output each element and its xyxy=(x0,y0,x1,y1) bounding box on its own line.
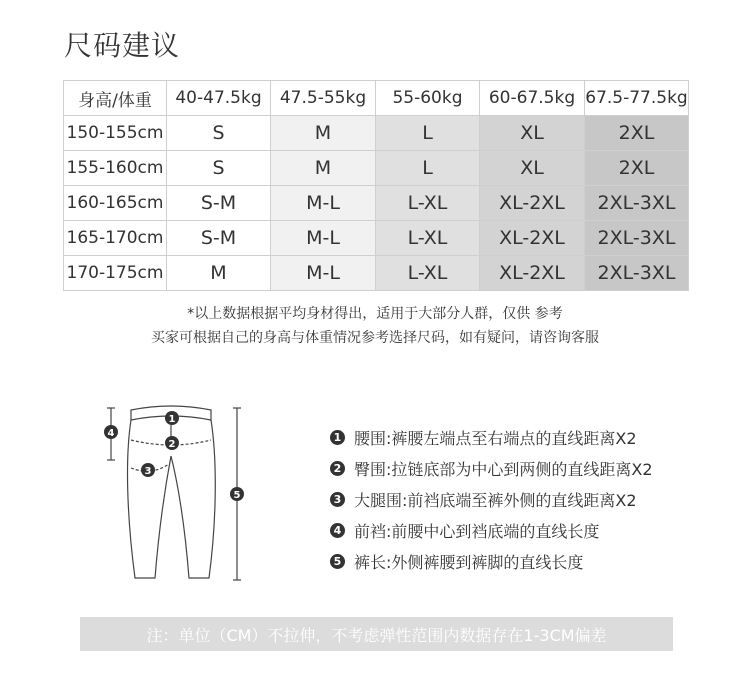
table-cell: S-M xyxy=(167,186,271,221)
number-2-icon: 2 xyxy=(330,461,345,476)
table-cell: XL xyxy=(480,116,585,151)
svg-text:4: 4 xyxy=(107,428,115,439)
table-cell: XL-2XL xyxy=(480,221,585,256)
table-row-header: 165-170cm xyxy=(64,221,167,256)
size-note-line-2: 买家可根据自己的身高与体重情况参考选择尺码，如有疑问，请咨询客服 xyxy=(151,330,599,346)
table-cell: 2XL-3XL xyxy=(585,221,689,256)
measurement-text: 裤长:外侧裤腰到裤脚的直线长度 xyxy=(354,553,584,572)
table-cell: XL-2XL xyxy=(480,256,585,291)
table-row xyxy=(64,116,689,151)
table-header-row xyxy=(64,81,689,116)
size-chart-table xyxy=(63,80,689,291)
measurement-item-length xyxy=(330,546,653,577)
table-header-cell: 47.5-55kg xyxy=(271,81,376,116)
svg-text:2: 2 xyxy=(168,439,176,450)
number-1-icon: 1 xyxy=(330,430,345,445)
pants-left-leg xyxy=(128,420,171,578)
marker-3-icon xyxy=(141,463,155,477)
table-cell: M xyxy=(167,256,271,291)
measurement-legend xyxy=(330,422,653,577)
table-cell: 2XL-3XL xyxy=(585,186,689,221)
measurement-text: 前裆:前腰中心到裆底端的直线长度 xyxy=(354,522,600,541)
table-cell: XL xyxy=(480,151,585,186)
table-row xyxy=(64,151,689,186)
marker-2-icon xyxy=(165,436,179,450)
table-cell: L-XL xyxy=(376,256,480,291)
table-header-cell: 身高/体重 xyxy=(64,81,167,116)
table-cell: XL-2XL xyxy=(480,186,585,221)
svg-text:1: 1 xyxy=(168,414,176,425)
unit-note-banner: 注：单位（CM）不拉伸，不考虑弹性范围内数据存在1-3CM偏差 xyxy=(80,617,673,651)
table-row-header: 160-165cm xyxy=(64,186,167,221)
table-cell: 2XL xyxy=(585,116,689,151)
table-cell: 2XL-3XL xyxy=(585,256,689,291)
table-cell: S xyxy=(167,116,271,151)
number-5-icon: 5 xyxy=(330,554,345,569)
table-row-header: 150-155cm xyxy=(64,116,167,151)
table-row xyxy=(64,186,689,221)
table-cell: L xyxy=(376,151,480,186)
size-note-line-1: *以上数据根据平均身材得出，适用于大部分人群，仅供 参考 xyxy=(187,306,563,322)
measurement-item-waist xyxy=(330,422,653,453)
table-cell: 2XL xyxy=(585,151,689,186)
table-row-header: 155-160cm xyxy=(64,151,167,186)
table-header-cell: 67.5-77.5kg xyxy=(585,81,689,116)
table-header-cell: 40-47.5kg xyxy=(167,81,271,116)
table-row xyxy=(64,221,689,256)
table-row-header: 170-175cm xyxy=(64,256,167,291)
table-cell: M-L xyxy=(271,186,376,221)
table-cell: M-L xyxy=(271,256,376,291)
marker-4-icon xyxy=(104,425,118,439)
measurement-item-rise xyxy=(330,515,653,546)
measurement-item-hip xyxy=(330,453,653,484)
table-cell: L-XL xyxy=(376,186,480,221)
table-cell: L-XL xyxy=(376,221,480,256)
measurement-text: 大腿围:前裆底端至裤外侧的直线距离X2 xyxy=(354,491,637,510)
marker-5-icon xyxy=(230,487,244,501)
number-4-icon: 4 xyxy=(330,523,345,538)
table-cell: S-M xyxy=(167,221,271,256)
table-cell: M xyxy=(271,151,376,186)
table-header-cell: 60-67.5kg xyxy=(480,81,585,116)
measurement-text: 臀围:拉链底部为中心到两侧的直线距离X2 xyxy=(354,460,653,479)
measurement-text: 腰围:裤腰左端点至右端点的直线距离X2 xyxy=(354,429,637,448)
table-row xyxy=(64,256,689,291)
table-cell: L xyxy=(376,116,480,151)
table-cell: M-L xyxy=(271,221,376,256)
number-3-icon: 3 xyxy=(330,492,345,507)
svg-text:3: 3 xyxy=(144,466,152,477)
table-cell: S xyxy=(167,151,271,186)
table-cell: M xyxy=(271,116,376,151)
marker-1-icon xyxy=(165,411,179,425)
svg-text:5: 5 xyxy=(233,490,241,501)
measurement-item-thigh xyxy=(330,484,653,515)
table-header-cell: 55-60kg xyxy=(376,81,480,116)
pants-measurement-diagram xyxy=(95,398,255,588)
page-title: 尺码建议 xyxy=(64,29,181,62)
